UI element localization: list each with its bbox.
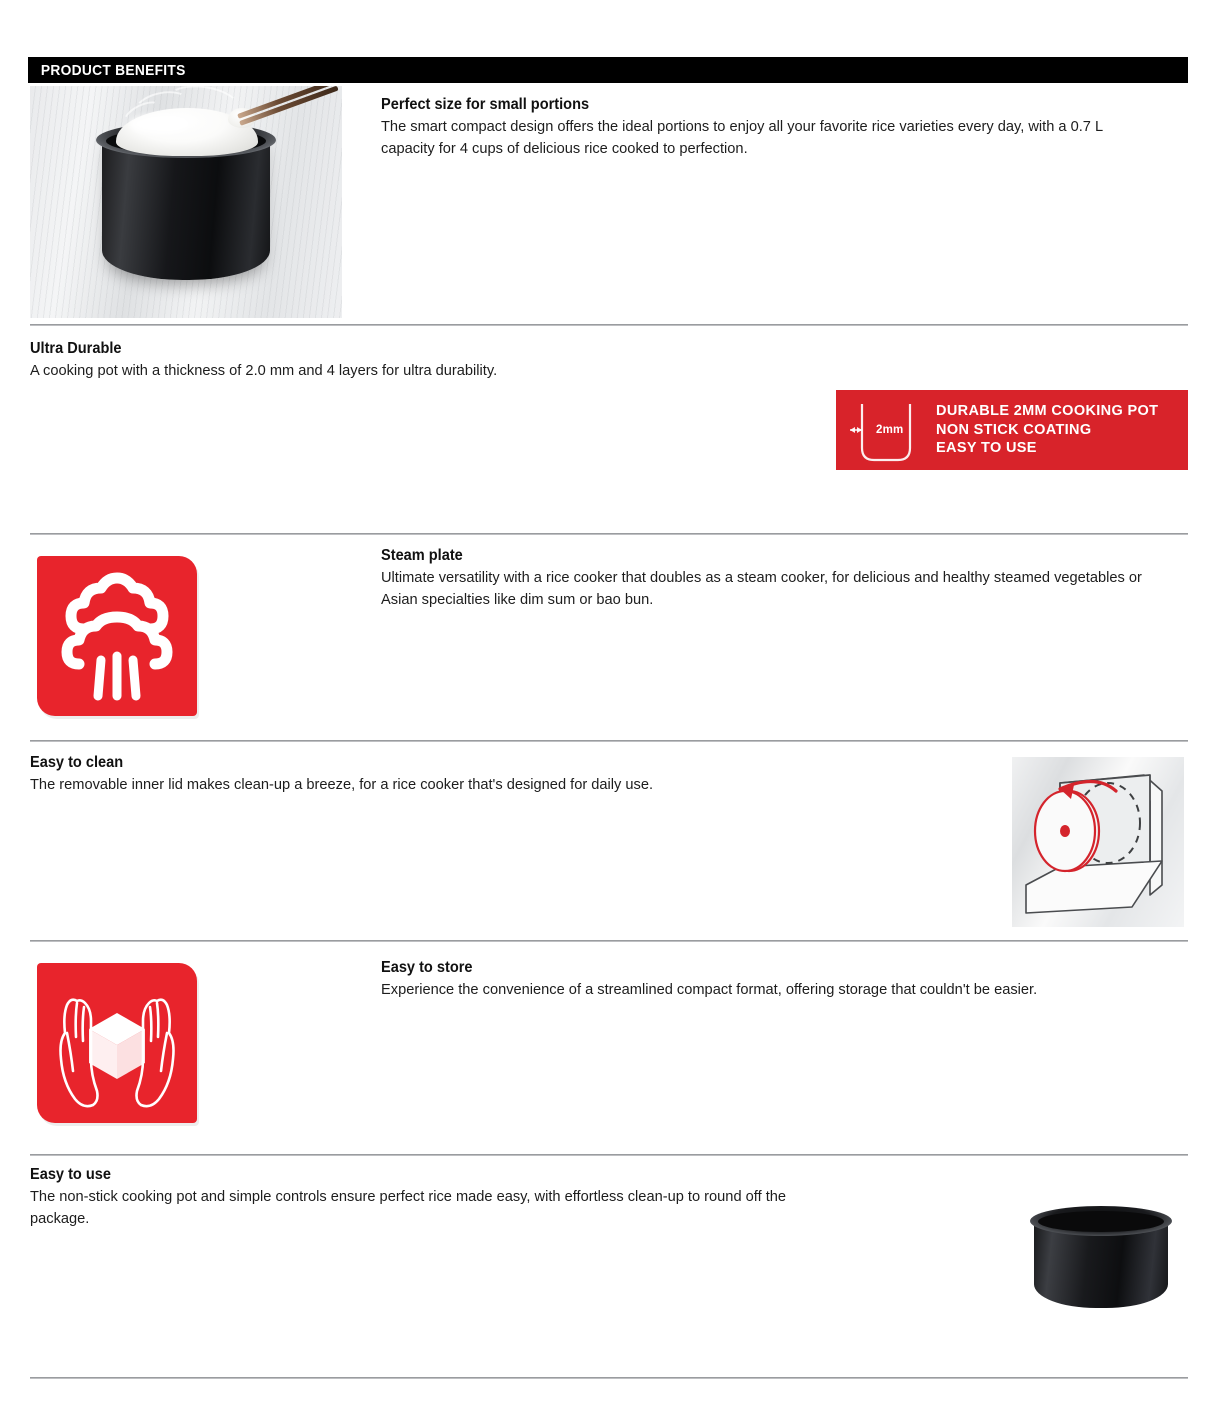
- section-easy-to-use: [30, 1165, 830, 1229]
- section-divider: [30, 940, 1188, 942]
- section-divider: [30, 1154, 1188, 1156]
- section-perfect-size: [381, 95, 1176, 159]
- chopsticks-icon: [228, 94, 342, 138]
- section-steam-plate: [381, 546, 1176, 610]
- section-heading: Perfect size for small portions: [381, 96, 590, 113]
- section-heading: Easy to use: [30, 1166, 111, 1183]
- thickness-label: 2mm: [876, 424, 904, 436]
- durable-banner-line-2: NON STICK COATING: [936, 421, 1092, 438]
- removable-lid-illustration: [1012, 757, 1184, 927]
- black-cooking-pot-photo: [1026, 1198, 1176, 1316]
- durable-banner-text: [932, 402, 1158, 458]
- section-body: The smart compact design offers the ideal portions to enjoy all your favorite rice varieties every day, with a 0.7 L capacity for 4 cups of delicious rice cooked to perfection.: [381, 118, 1103, 157]
- section-easy-to-store: [381, 958, 1176, 1001]
- rice-bowl-photo: [30, 86, 342, 318]
- durable-red-banner: [836, 390, 1188, 470]
- pot-interior-shape: [1038, 1211, 1164, 1232]
- section-body: A cooking pot with a thickness of 2.0 mm and 4 layers for ultra durability.: [30, 362, 498, 380]
- steam-icon: [37, 556, 197, 716]
- pot-thickness-diagram-icon: [836, 390, 932, 470]
- product-benefits-header: [28, 57, 1188, 83]
- durable-banner-line-1: DURABLE 2MM COOKING POT: [936, 403, 1159, 420]
- hands-cube-icon: [37, 963, 197, 1123]
- section-divider: [30, 1377, 1188, 1379]
- section-heading: Ultra Durable: [30, 340, 122, 357]
- section-heading: Easy to store: [381, 959, 473, 976]
- section-heading: Easy to clean: [30, 754, 124, 771]
- section-divider: [30, 324, 1188, 326]
- section-divider: [30, 740, 1188, 742]
- section-ultra-durable: [30, 339, 930, 382]
- page-title: PRODUCT BENEFITS: [40, 61, 186, 79]
- section-heading: Steam plate: [381, 547, 463, 564]
- section-body: The removable inner lid makes clean-up a breeze, for a rice cooker that's designed for daily use.: [30, 776, 654, 794]
- section-body: Ultimate versatility with a rice cooker that doubles as a steam cooker, for delicious and healthy steamed vegetables or Asian specialties like dim sum or bao bun.: [381, 569, 1142, 608]
- section-divider: [30, 533, 1188, 535]
- section-easy-to-clean: [30, 753, 990, 796]
- section-body: Experience the convenience of a streamlined compact format, offering storage that couldn't be easier.: [381, 981, 1038, 999]
- section-body: The non-stick cooking pot and simple controls ensure perfect rice made easy, with effortless clean-up to round off the package.: [30, 1188, 787, 1227]
- durable-banner-line-3: EASY TO USE: [936, 440, 1037, 457]
